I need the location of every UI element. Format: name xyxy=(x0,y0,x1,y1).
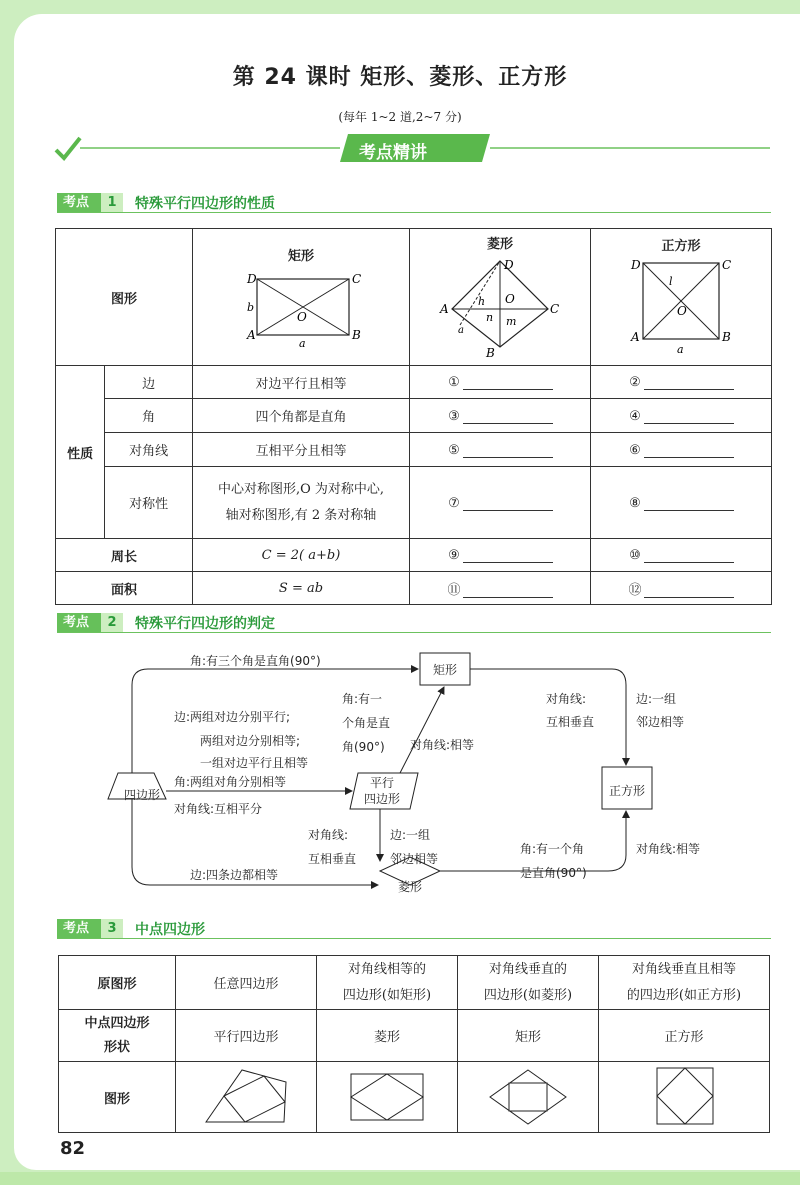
flow-left3: 一组对边平行且相等 xyxy=(200,756,309,770)
figure-cell xyxy=(317,1062,458,1133)
label-b: b xyxy=(246,301,255,314)
answer-blank[interactable] xyxy=(463,374,553,390)
square-midpoint-figure xyxy=(599,1062,769,1128)
page-title: 第 24 课时 矩形、菱形、正方形 xyxy=(232,65,568,90)
blank-number: ② xyxy=(629,375,641,390)
perimeter-label: 周长 xyxy=(56,539,193,572)
flow-r4: 邻边相等 xyxy=(636,715,685,729)
answer-blank[interactable] xyxy=(644,408,734,424)
rhombus-blank-cell xyxy=(409,467,590,539)
row2-label-line1: 中点四边形 xyxy=(84,1015,150,1031)
row-label: 角 xyxy=(105,399,193,433)
col-rhombus-header: 菱形 xyxy=(486,237,513,252)
square-blank-cell xyxy=(591,572,772,605)
row-label: 边 xyxy=(105,366,193,399)
section2-badge: 考点 xyxy=(57,613,107,632)
flow-down4: 邻边相等 xyxy=(390,852,439,866)
section3-badge: 考点 xyxy=(57,919,107,938)
row-figure-label: 图形 xyxy=(56,229,193,366)
flow-br3: 对角线:相等 xyxy=(636,842,701,856)
section1-number: 1 xyxy=(101,193,123,212)
flow-r2: 互相垂直 xyxy=(546,715,595,729)
area-label: 面积 xyxy=(56,572,193,605)
flow-mid1: 角:两组对角分别相等 xyxy=(174,775,287,789)
answer-blank[interactable] xyxy=(644,374,734,390)
midpoint-table xyxy=(58,955,770,1133)
label-O: O xyxy=(296,310,307,324)
flow-down3: 边:一组 xyxy=(390,828,431,842)
label-D: D xyxy=(631,258,641,272)
rect-box-label: 矩形 xyxy=(432,663,457,677)
square-blank-cell xyxy=(591,399,772,433)
label-A: A xyxy=(631,330,640,344)
answer-blank[interactable] xyxy=(644,442,734,458)
section1-title: 特殊平行四边形的性质 xyxy=(135,196,275,212)
label-a: a xyxy=(298,337,306,350)
page-subtitle: (每年 1~2 道,2~7 分) xyxy=(338,110,462,124)
label-l: l xyxy=(669,275,673,288)
header-line1: 对角线垂直且相等 xyxy=(631,961,736,977)
label-n: n xyxy=(485,311,494,324)
flow-left1: 边:两组对边分别平行; xyxy=(174,710,291,724)
blank-number: ⑪ xyxy=(447,582,461,598)
answer-blank[interactable] xyxy=(463,408,553,424)
rect-cell: S = ab xyxy=(192,572,409,605)
blank-number: ③ xyxy=(448,408,460,424)
quad-box-label: 四边形 xyxy=(123,788,160,802)
answer-blank[interactable] xyxy=(644,495,734,511)
label-B: B xyxy=(351,328,361,342)
figure-cell xyxy=(176,1062,317,1133)
square-figure-cell xyxy=(591,229,772,366)
rhombus-figure-cell xyxy=(409,229,590,366)
header-perp-equal-diag xyxy=(599,956,770,1010)
figure-cell xyxy=(458,1062,599,1133)
label-C: C xyxy=(351,272,362,286)
flow-up3: 角(90°) xyxy=(342,740,385,754)
square-blank-cell xyxy=(591,366,772,399)
label-a: a xyxy=(677,343,684,356)
shape-cell: 矩形 xyxy=(458,1010,599,1062)
flow-top: 角:有三个角是直角(90°) xyxy=(190,654,321,668)
header-perp-diag xyxy=(458,956,599,1010)
rect-cell: C = 2( a+b) xyxy=(192,539,409,572)
section2-rule xyxy=(57,632,771,633)
bottom-bar xyxy=(0,1172,800,1185)
rect-figure-cell xyxy=(192,229,409,366)
blank-number: ⑨ xyxy=(448,548,460,563)
page-number: 82 xyxy=(60,1138,86,1159)
row2-label xyxy=(59,1010,176,1062)
rect-cell-line1: 中心对称图形,O 为对称中心, xyxy=(217,481,385,497)
section2-title: 特殊平行四边形的判定 xyxy=(135,616,275,632)
header-line2: 四边形(如菱形) xyxy=(483,987,573,1003)
shape-cell: 平行四边形 xyxy=(176,1010,317,1062)
para-line1: 平行 xyxy=(369,776,394,790)
rect-midpoint-figure xyxy=(317,1062,457,1128)
label-h: h xyxy=(477,295,486,308)
header-any-quad: 任意四边形 xyxy=(176,956,317,1010)
rhombus-blank-cell xyxy=(409,539,590,572)
label-a: a xyxy=(457,325,464,336)
section1-badge: 考点 xyxy=(57,193,107,212)
rect-cell-line2: 轴对称图形,有 2 条对称轴 xyxy=(225,507,377,523)
label-B: B xyxy=(485,346,495,360)
label-C: C xyxy=(722,258,732,272)
answer-blank[interactable] xyxy=(644,582,734,598)
blank-number: ⑧ xyxy=(629,495,641,511)
header-line1: 对角线相等的 xyxy=(347,961,426,977)
any-quad-figure xyxy=(176,1062,316,1128)
section3-rule xyxy=(57,938,771,939)
flow-up1: 角:有一 xyxy=(342,692,383,706)
property-label: 性质 xyxy=(56,366,105,539)
rhombus-blank-cell xyxy=(409,399,590,433)
answer-blank[interactable] xyxy=(644,547,734,563)
rhombus-blank-cell xyxy=(409,366,590,399)
section3-number: 3 xyxy=(101,919,123,938)
rect-cell: 对边平行且相等 xyxy=(192,366,409,399)
label-A: A xyxy=(439,302,449,316)
label-C: C xyxy=(549,302,560,316)
label-B: B xyxy=(722,330,731,344)
figure-cell xyxy=(599,1062,770,1133)
flow-bottom: 边:四条边都相等 xyxy=(190,868,279,882)
flow-down1: 对角线: xyxy=(308,828,349,842)
flow-left2: 两组对边分别相等; xyxy=(200,734,301,748)
rect-cell: 互相平分且相等 xyxy=(192,433,409,467)
row3-label: 图形 xyxy=(59,1062,176,1133)
rhombus-midpoint-figure xyxy=(458,1062,598,1128)
rhombus-blank-cell xyxy=(409,572,590,605)
blank-number: ④ xyxy=(629,408,641,424)
answer-blank[interactable] xyxy=(463,495,553,511)
row2-label-line2: 形状 xyxy=(103,1039,130,1055)
section3-title: 中点四边形 xyxy=(135,922,205,938)
section1-rule xyxy=(57,212,771,213)
header-line2: 的四边形(如正方形) xyxy=(626,987,742,1003)
rhombus-box-label: 菱形 xyxy=(397,880,422,894)
flow-br1: 角:有一个角 xyxy=(520,842,585,856)
label-D: D xyxy=(246,272,257,286)
label-m: m xyxy=(505,315,517,328)
answer-blank[interactable] xyxy=(463,547,553,563)
square-blank-cell xyxy=(591,433,772,467)
flow-r3: 边:一组 xyxy=(636,692,677,706)
blank-number: ⑤ xyxy=(448,442,460,458)
header-line2: 四边形(如矩形) xyxy=(342,987,432,1003)
flow-up2: 个角是直 xyxy=(342,716,391,730)
banner-text: 考点精讲 xyxy=(359,143,427,163)
rect-cell: 四个角都是直角 xyxy=(192,399,409,433)
col-square-header: 正方形 xyxy=(661,239,701,254)
properties-table xyxy=(55,228,772,605)
header-original: 原图形 xyxy=(59,956,176,1010)
flow-up4: 对角线:相等 xyxy=(410,738,475,752)
answer-blank[interactable] xyxy=(463,582,553,598)
row-label: 对称性 xyxy=(105,467,193,539)
rhombus-blank-cell xyxy=(409,433,590,467)
flow-r1: 对角线: xyxy=(546,692,587,706)
square-box-label: 正方形 xyxy=(608,784,645,798)
check-icon xyxy=(56,138,80,158)
label-O: O xyxy=(504,292,515,306)
blank-number: ⑥ xyxy=(629,442,641,458)
shape-cell: 正方形 xyxy=(599,1010,770,1062)
square-blank-cell xyxy=(591,467,772,539)
section2-number: 2 xyxy=(101,613,123,632)
label-O: O xyxy=(677,304,687,318)
blank-number: ⑦ xyxy=(448,495,460,511)
header-equal-diag xyxy=(317,956,458,1010)
flow-br2: 是直角(90°) xyxy=(520,866,587,880)
row-label: 对角线 xyxy=(105,433,193,467)
header-line1: 对角线垂直的 xyxy=(488,961,567,977)
col-rect-header: 矩形 xyxy=(287,249,314,264)
para-box-label xyxy=(352,775,412,807)
shape-cell: 菱形 xyxy=(317,1010,458,1062)
square-blank-cell xyxy=(591,539,772,572)
rect-cell xyxy=(192,467,409,539)
blank-number: ⑩ xyxy=(629,548,641,563)
answer-blank[interactable] xyxy=(463,442,553,458)
label-A: A xyxy=(246,328,256,342)
para-line2: 四边形 xyxy=(363,792,400,806)
flow-down2: 互相垂直 xyxy=(308,852,357,866)
blank-number: ① xyxy=(448,375,460,390)
flow-mid2: 对角线:互相平分 xyxy=(174,802,263,816)
blank-number: ⑫ xyxy=(628,582,642,598)
label-D: D xyxy=(503,258,514,272)
